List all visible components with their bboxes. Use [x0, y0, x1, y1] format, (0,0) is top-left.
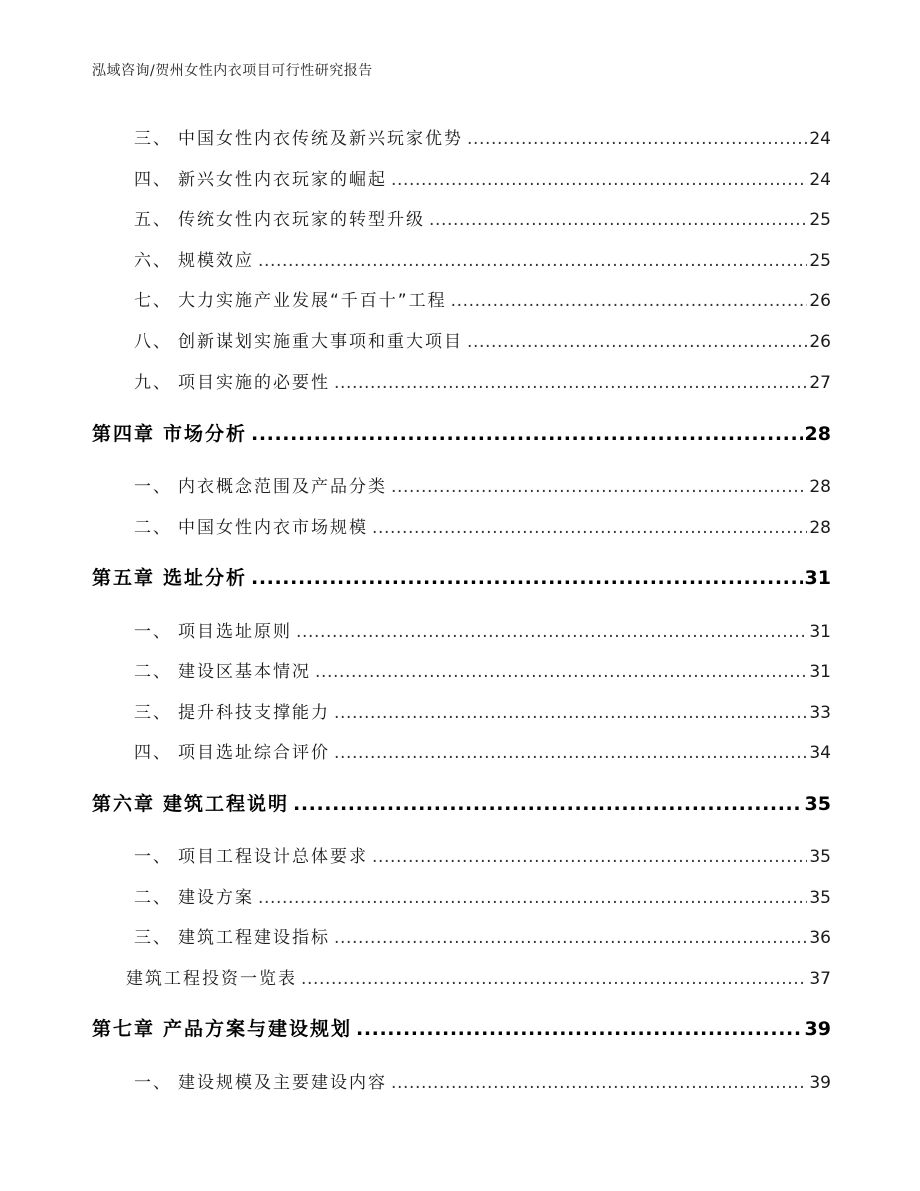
toc-entry[interactable]: [92, 327, 831, 352]
toc-dot-leader: [429, 210, 807, 230]
toc-entry-title: 内衣概念范围及产品分类: [178, 477, 387, 497]
toc-chapter-page: 39: [804, 1018, 831, 1040]
toc-entry-page: 24: [809, 129, 831, 149]
toc-dot-leader: [451, 291, 808, 311]
toc-entry-number: 六、: [134, 251, 172, 271]
toc-entry[interactable]: [92, 657, 831, 682]
toc-chapter-page: 28: [804, 423, 831, 445]
toc-chapter-entry[interactable]: [92, 419, 831, 446]
toc-entry-title: 大力实施产业发展“千百十”工程: [178, 291, 447, 311]
toc-dot-leader: [296, 622, 807, 642]
toc-entry-number: 一、: [134, 847, 172, 867]
toc-chapter-page: 31: [804, 567, 831, 589]
toc-entry-number: 三、: [134, 129, 172, 149]
toc-entry-title: 项目选址原则: [178, 622, 292, 642]
toc-entry-number: 四、: [134, 743, 172, 763]
toc-entry-number: 二、: [134, 662, 172, 682]
toc-chapter-entry[interactable]: [92, 1014, 831, 1041]
toc-entry[interactable]: [92, 246, 831, 271]
toc-entry[interactable]: [92, 472, 831, 497]
toc-entry-page: 39: [809, 1073, 831, 1093]
toc-chapter-number: 第六章: [92, 793, 156, 815]
toc-entry-title: 中国女性内衣传统及新兴玩家优势: [178, 129, 463, 149]
toc-entry[interactable]: [92, 738, 831, 763]
toc-entry[interactable]: [92, 923, 831, 948]
toc-entry-title: 提升科技支撑能力: [178, 703, 330, 723]
toc-entry-title: 项目实施的必要性: [178, 373, 330, 393]
toc-dot-leader: [258, 251, 807, 271]
toc-dot-leader: [467, 129, 807, 149]
toc-entry-title: 规模效应: [178, 251, 254, 271]
toc-entry-page: 35: [809, 888, 831, 908]
toc-entry-number: 八、: [134, 332, 172, 352]
toc-dot-leader: [258, 888, 807, 908]
page-header: 泓域咨询/贺州女性内衣项目可行性研究报告: [92, 63, 373, 79]
toc-dot-leader: [251, 567, 803, 589]
toc-dot-leader: [251, 423, 803, 445]
toc-entry-page: 27: [809, 373, 831, 393]
toc-chapter-entry[interactable]: [92, 789, 831, 816]
toc-entry-page: 33: [809, 703, 831, 723]
toc-entry-title: 传统女性内衣玩家的转型升级: [178, 210, 425, 230]
toc-entry-page: 28: [809, 477, 831, 497]
toc-entry-title: 项目工程设计总体要求: [178, 847, 368, 867]
toc-dot-leader: [334, 703, 807, 723]
toc-entry[interactable]: [92, 165, 831, 190]
toc-entry-page: 24: [809, 170, 831, 190]
toc-dot-leader: [356, 1018, 803, 1040]
toc-chapter-entry[interactable]: [92, 563, 831, 590]
toc-chapter-page: 35: [804, 793, 831, 815]
toc-entry-title: 中国女性内衣市场规模: [178, 518, 368, 538]
toc-chapter-title: 选址分析: [163, 567, 248, 589]
toc-entry-page: 36: [809, 928, 831, 948]
toc-entry-title: 建筑工程投资一览表: [126, 969, 297, 989]
toc-entry-number: 四、: [134, 170, 172, 190]
toc-entry[interactable]: [92, 617, 831, 642]
toc-dot-leader: [372, 518, 807, 538]
toc-entry-number: 二、: [134, 518, 172, 538]
toc-entry-number: 三、: [134, 703, 172, 723]
toc-dot-leader: [301, 969, 807, 989]
toc-chapter-title: 市场分析: [163, 423, 248, 445]
toc-entry[interactable]: [92, 698, 831, 723]
toc-entry-number: 七、: [134, 291, 172, 311]
toc-entry-page: 26: [809, 291, 831, 311]
toc-chapter-number: 第四章: [92, 423, 156, 445]
toc-entry-number: 五、: [134, 210, 172, 230]
toc-entry[interactable]: [92, 883, 831, 908]
toc-entry-number: 九、: [134, 373, 172, 393]
toc-dot-leader: [372, 847, 807, 867]
toc-entry[interactable]: [92, 964, 831, 989]
toc-entry-number: 一、: [134, 477, 172, 497]
toc-entry-page: 31: [809, 662, 831, 682]
toc-entry-page: 31: [809, 622, 831, 642]
toc-entry-number: 一、: [134, 1073, 172, 1093]
toc-entry[interactable]: [92, 842, 831, 867]
toc-entry-page: 26: [809, 332, 831, 352]
toc-dot-leader: [334, 373, 807, 393]
toc-chapter-number: 第五章: [92, 567, 156, 589]
toc-entry-title: 建筑工程建设指标: [178, 928, 330, 948]
toc-entry[interactable]: [92, 205, 831, 230]
toc-entry-number: 三、: [134, 928, 172, 948]
toc-dot-leader: [334, 928, 807, 948]
toc-entry-page: 28: [809, 518, 831, 538]
toc-entry[interactable]: [92, 1068, 831, 1093]
toc-entry-title: 建设区基本情况: [178, 662, 311, 682]
toc-dot-leader: [391, 170, 807, 190]
toc-entry-title: 建设方案: [178, 888, 254, 908]
toc-chapter-title: 建筑工程说明: [163, 793, 290, 815]
toc-dot-leader: [293, 793, 803, 815]
toc-entry-page: 25: [809, 251, 831, 271]
toc-entry-title: 新兴女性内衣玩家的崛起: [178, 170, 387, 190]
header-divider: [90, 88, 830, 89]
toc-dot-leader: [334, 743, 807, 763]
toc-dot-leader: [315, 662, 807, 682]
toc-entry-number: 一、: [134, 622, 172, 642]
toc-entry-title: 项目选址综合评价: [178, 743, 330, 763]
toc-entry-number: 二、: [134, 888, 172, 908]
toc-entry-page: 25: [809, 210, 831, 230]
toc-entry[interactable]: [92, 368, 831, 393]
toc-entry[interactable]: [92, 286, 831, 311]
toc-chapter-title: 产品方案与建设规划: [163, 1018, 353, 1040]
toc-entry-page: 35: [809, 847, 831, 867]
toc-entry-page: 34: [809, 743, 831, 763]
toc-dot-leader: [391, 1073, 807, 1093]
toc-entry[interactable]: [92, 513, 831, 538]
toc-dot-leader: [467, 332, 807, 352]
toc-entry[interactable]: [92, 124, 831, 149]
toc-entry-page: 37: [809, 969, 831, 989]
toc-dot-leader: [391, 477, 807, 497]
toc-entry-title: 建设规模及主要建设内容: [178, 1073, 387, 1093]
toc-entry-title: 创新谋划实施重大事项和重大项目: [178, 332, 463, 352]
toc-chapter-number: 第七章: [92, 1018, 156, 1040]
